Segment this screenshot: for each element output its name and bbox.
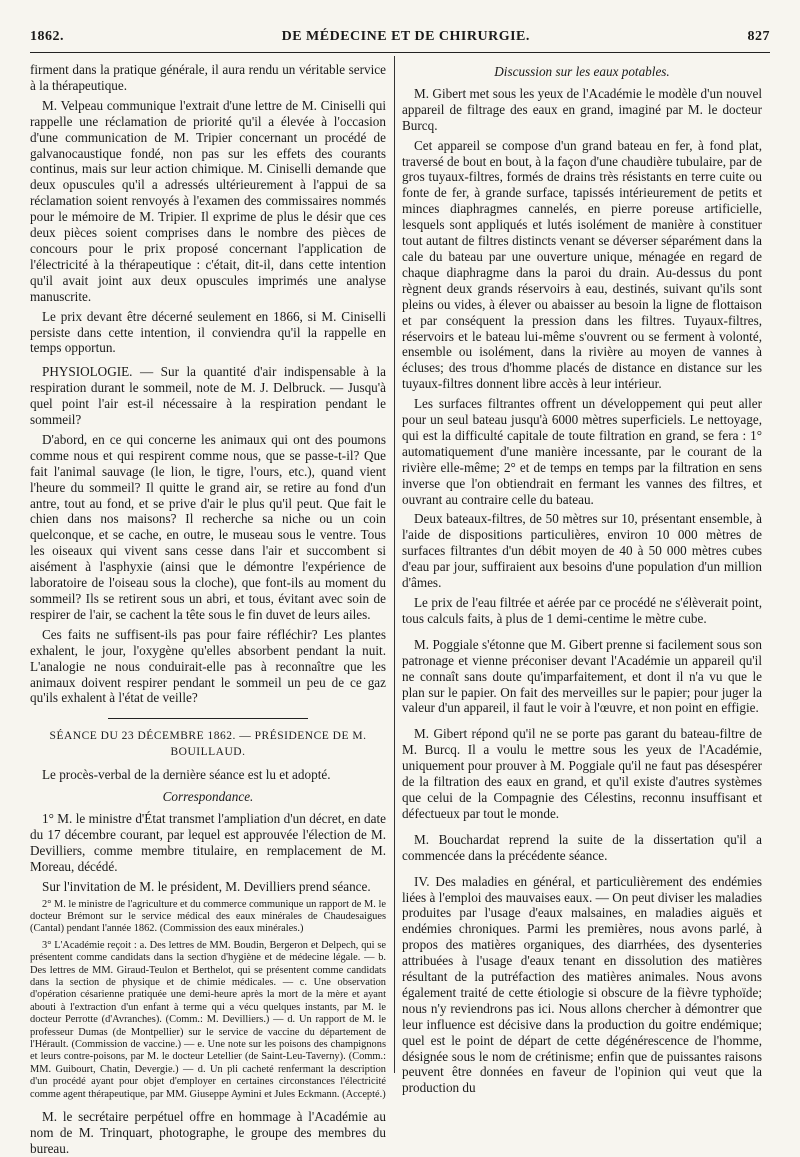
paragraph: Cet appareil se compose d'un grand bateau en fer, à fond plat, traversé de bout en bout, à la façon d'une chaudière tubulaire, par de gros tuyaux-filtres, formés de drains très résistants en terre cuite ou fonte de fer, à grande surface, tapissés intérieurement de petits et minces diaphragmes cannelés, en pierre poreuse artificielle, lesquels sont appliqués et lutés isolément de manière à constituer tout autant de filtres distincts venant se déverser séparément dans la cale du bateau par une ouverture unique, ménagée en regard de chaque diaphragme dans la paroi du drain. Au-dessus du pont règnent deux grands réservoirs à eau, destinés, suivant qu'ils sont pleins ou vides, à élever ou abaisser au besoin la ligne de flottaison et par conséquent la pression dans les filtres. Tuyaux-filtres, réservoirs et le bateau lui-même s'ouvrent ou se ferment à volonté, ensemble ou isolément, dans la rivière au moyen de vannes à écluses; des trous d'homme placés de distance en distance sur les tuyaux-filtres donnent libre accès à leur intérieur. <box>402 137 762 392</box>
header-page-number: 827 <box>747 29 770 44</box>
paragraph: M. Velpeau communique l'extrait d'une lettre de M. Ciniselli qui rappelle une réclamation de priorité qu'il a élevée à l'occasion d'une communication de M. Tripier concernant un procédé de galvanocaustique fondé, non pas sur les effets des courants continus, mais sur leur action chimique. M. Ciniselli demande que deux opuscules qu'il a adressés ultérieurement à l'appui de sa réclamation soient renvoyés à l'examen des commissaires nommés pour le mémoire de M. Tripier. Il exprime de plus le désir que ces deux pièces soient comprises dans le nombre des pièces de concours pour le prix proposé concernant l'application de l'électricité à la thérapeutique : c'était, dit-il, dans cette intention qu'il avait joint aux deux opuscules imprimés une analyse manuscrite. <box>30 97 386 304</box>
physiology-paragraph: PHYSIOLOGIE. — Sur la quantité d'air indispensable à la respiration durant le sommeil, note de M. J. Delbruck. — Jusqu'à quel point l'air est-il nécessaire à la respiration pendant le sommeil? <box>30 364 386 428</box>
section-heading: Discussion sur les eaux potables. <box>494 64 670 79</box>
paragraph: firment dans la pratique générale, il aura rendu un véritable service à la thérapeutique. <box>30 62 386 93</box>
paragraph: M. le secrétaire perpétuel offre en hommage à l'Académie au nom de M. Trinquart, photographe, le groupe des membres du bureau. <box>30 1109 386 1156</box>
paragraph: D'abord, en ce qui concerne les animaux qui ont des poumons comme nous et qui respirent comme nous, que se passe-t-il? Que fait l'animal sauvage (le lion, le tigre, l'ours, etc.), quand vient l'heure du sommeil? Il quitte le grand air, se retire au fond d'un antre, tout au fond, et se prive d'air le plus qu'il peut. Que fait le chien dans nos maisons? Il recherche sa niche ou un coin quelconque, et se cache, en outre, le museau sous le ventre. Tous les oiseaux qui vivent sans cesse dans l'air et succombent si aisément à l'asphyxie (ainsi que le démontre l'expérience de laboratoire de l'oiseau sous la cloche), que font-ils au moment du sommeil? Ils se retirent sous un abri, et tous, évitant avec soin de respirer de l'air, se cachent la tête sous le fin duvet de leurs ailes. <box>30 431 386 622</box>
column-divider <box>394 56 395 1073</box>
paragraph: Sur l'invitation de M. le président, M. Devilliers prend séance. <box>42 878 371 894</box>
paragraph: Ces faits ne suffisent-ils pas pour faire réfléchir? Les plantes exhalent, le jour, l'oxygène qu'elles absorbent pendant la nuit. L'analogie ne nous conduirait-elle pas à reconnaître que les animaux doivent respirer pendant le sommeil un peu de ce gaz qu'ils exhalent à l'état de veille? <box>30 626 386 706</box>
header-journal-title: DE MÉDECINE ET DE CHIRURGIE. <box>281 29 530 44</box>
paragraph: Deux bateaux-filtres, de 50 mètres sur 10, présentant ensemble, à l'aide de dispositions particulières, environ 10 000 mètres de surfaces filtrantes d'un débit moyen de 40 à 50 000 mètres cubes d'eau par jour, suffiraient aux besoins d'une population d'un million d'âmes. <box>402 511 762 591</box>
small-print-paragraph: 2° M. le ministre de l'agriculture et du commerce communique un rapport de M. le docteur Brémont sur le service médical des eaux minérales de Chaudesaigues (Cantal) pendant l'année 1862. (Commission des eaux minérales.) <box>30 898 386 935</box>
correspondance-heading: Correspondance. <box>162 789 254 805</box>
paragraph: Le prix devant être décerné seulement en 1866, si M. Ciniselli persiste dans cette intention, il conviendra qu'il la rappelle en temps opportun. <box>30 308 386 356</box>
small-print-paragraph: 3° L'Académie reçoit : a. Des lettres de MM. Boudin, Bergeron et Delpech, qui se présentent comme candidats dans la section d'hygiène et de médecine légale. — b. Des lettres de MM. Giraud-Teulon et Berthelot, qui se présentent comme candidats dans la section de physique et de chimie médicales. — c. Une observation d'opération césarienne pratiquée une demi-heure après la mort de la mère et ayant abouti à l'extraction d'un enfant à terme qui a vécu quelques instants, par M. le docteur Perrotte (d'Avranches). (Comm.: M. Devilliers.) — d. Un rapport de M. le professeur Dumas (de Montpellier) sur le service de vaccine du département de l'Hérault. (Commission de vaccine.) — e. Une note sur les poisons des champignons et leurs contre-poisons, par M. le docteur Letellier (de Saint-Leu-Taverny). (Comm.: MM. Guibourt, Chatin, Devergie.) — d. Un pli cacheté renfermant la description d'un procédé ayant pour objet d'employer en certaines circonstances l'électricité comme agent thérapeutique, par MM. Giuseppe Aymini et Jules Eckmann. (Accepté.) <box>30 939 386 1100</box>
header-year: 1862. <box>30 29 64 44</box>
paragraph: M. Gibert répond qu'il ne se porte pas garant du bateau-filtre de M. Burcq. Il a voulu le mettre sous les yeux de l'Académie, uniquement pour prouver à M. Poggiale qu'il ne faut pas désespérer de la filtration des eaux en grand, et qu'il existe d'autres systèmes que celui de la Compagnie des Célestins, reconnu insuffisant et défectueux par tout le monde. <box>402 726 762 821</box>
paragraph: M. Poggiale s'étonne que M. Gibert prenne si facilement sous son patronage et vienne préconiser devant l'Académie un appareil qu'il ne connaît sans doute qu'imparfaitement, et dont il n'a vu que le plan sur le papier. On fait des merveilles sur le papier; pour juger la valeur d'un appareil, il faut le voir à l'œuvre, et non point en effigie. <box>402 636 762 716</box>
header-rule <box>30 52 770 53</box>
paragraph: Le prix de l'eau filtrée et aérée par ce procédé ne s'élèverait point, tous calculs faits, à plus de 1 demi-centime le mètre cube. <box>402 595 762 626</box>
seance-heading: SÉANCE DU 23 DÉCEMBRE 1862. — PRÉSIDENCE DE M. BOUILLAUD. <box>49 730 367 759</box>
left-column <box>30 62 386 1156</box>
paragraph: Le procès-verbal de la dernière séance est lu et adopté. <box>42 767 331 783</box>
right-column <box>402 62 762 1096</box>
paragraph: M. Gibert met sous les yeux de l'Académie le modèle d'un nouvel appareil de filtrage des eaux en grand, imaginé par M. le docteur Burcq. <box>402 85 762 133</box>
page-header <box>30 26 770 48</box>
paragraph: Les surfaces filtrantes offrent un développement qui peut aller pour un seul bateau jusqu'à 6000 mètres superficiels. Le nettoyage, qui est la difficulté capitale de toute filtration en grand, se fera : 1° automatiquement d'une manière incessante, par le courant de la rivière elle-même; 2° et de temps en temps par la filtration en sens inverse que l'on obtiendrait en fermant les vannes des filtres, et ouvrant au contraire celle du bateau. <box>402 396 762 507</box>
section-separator <box>108 718 308 719</box>
paragraph: IV. Des maladies en général, et particulièrement des endémies liées à l'emploi des mauvaises eaux. — On peut diviser les maladies produites par l'usage d'eaux malsaines, en maladies aiguës et endémies chroniques. Parmi les premières, nous avons parlé, à propos des matières organiques, des diarrhées, des dysenteries attribuées à l'usage d'eaux tenant en dissolution des matières résultant de la putréfaction des matières animales. Nous avons également traité de cette étiologie si obscure de la fièvre typhoïde; nous n'y reviendrons pas ici. Nous allons chercher à démontrer que leur influence est décisive dans la production du goitre endémique; quel est le point de départ de cette dégénérescence de l'homme, désignée sous le nom de crétinisme; enfin que de puissantes raisons peuvent être données en faveur de l'opinion qui veut que la production du <box>402 873 762 1096</box>
paragraph: M. Bouchardat reprend la suite de la dissertation qu'il a commencée dans la précédente séance. <box>402 831 762 863</box>
paragraph: 1° M. le ministre d'État transmet l'ampliation d'un décret, en date du 17 décembre courant, par lequel est approuvée l'élection de M. Devilliers, comme membre titulaire, en remplacement de M. Moreau, décédé. <box>30 810 386 874</box>
